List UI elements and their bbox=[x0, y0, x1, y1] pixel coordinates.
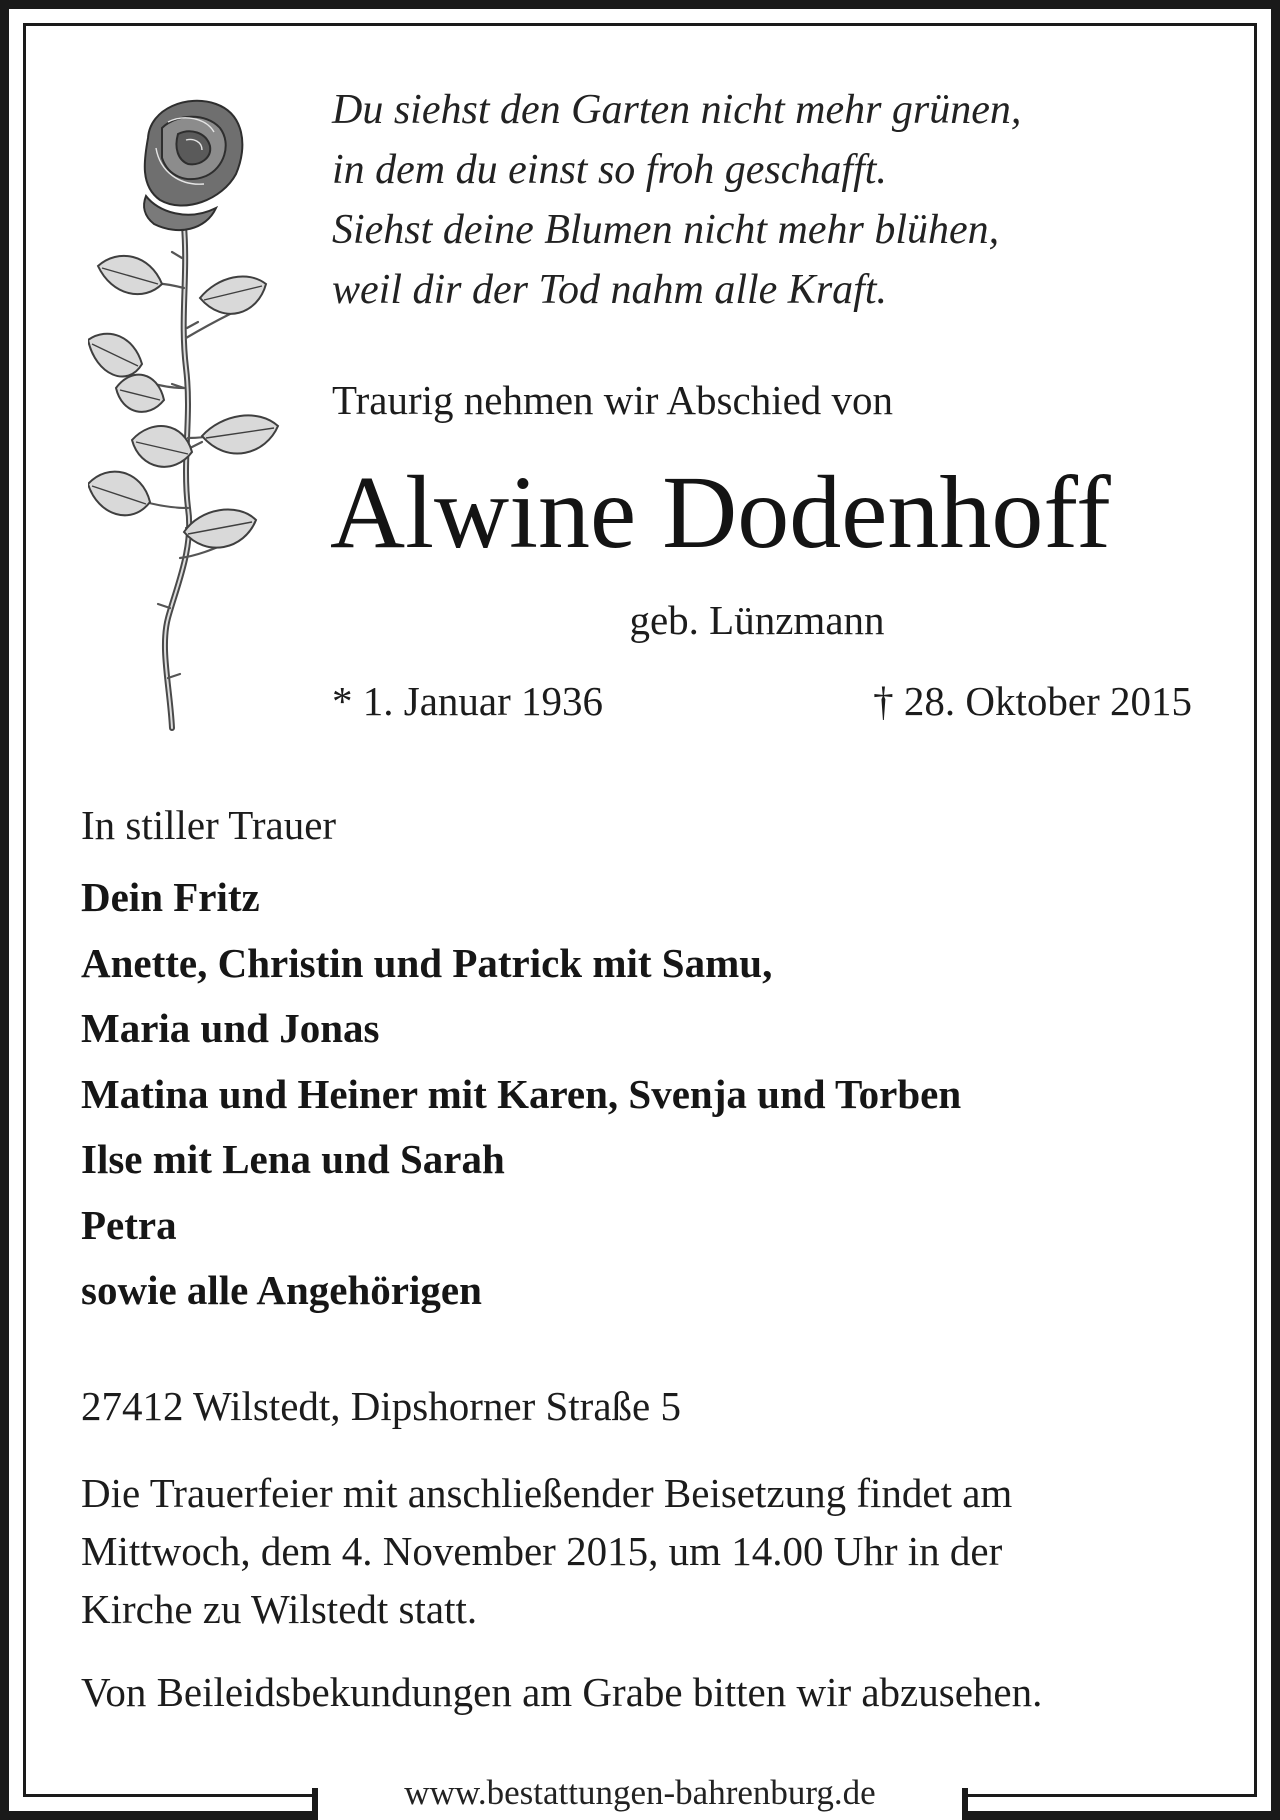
mourner-line: Dein Fritz bbox=[81, 874, 260, 920]
mourner-line: Petra bbox=[81, 1201, 177, 1248]
website-url[interactable]: www.bestattungen-bahrenburg.de bbox=[404, 1773, 876, 1812]
rose-icon bbox=[88, 88, 288, 758]
farewell-intro: Traurig nehmen wir Abschied von bbox=[332, 377, 894, 423]
maiden-name: geb. Lünzmann bbox=[629, 597, 885, 643]
service-line: Die Trauerfeier mit anschließender Beisetzung findet am bbox=[81, 1470, 1013, 1516]
mourners-intro: In stiller Trauer bbox=[81, 802, 337, 848]
poem-line: Du siehst den Garten nicht mehr grünen, bbox=[332, 87, 1022, 133]
poem bbox=[332, 80, 1232, 320]
death-date: † 28. Oktober 2015 bbox=[873, 678, 1192, 724]
website-footer bbox=[312, 1766, 968, 1820]
funeral-service-info bbox=[81, 1464, 1211, 1638]
poem-line: weil dir der Tod nahm alle Kraft. bbox=[332, 267, 888, 313]
mourners-list bbox=[81, 865, 961, 1324]
mourner-line: Maria und Jonas bbox=[81, 1005, 380, 1051]
poem-line: Siehst deine Blumen nicht mehr blühen, bbox=[332, 207, 1000, 253]
footer-cap-left bbox=[312, 1788, 318, 1820]
birth-date: * 1. Januar 1936 bbox=[332, 678, 604, 724]
condolence-note: Von Beileidsbekundungen am Grabe bitten wir abzusehen. bbox=[81, 1669, 1043, 1715]
service-line: Mittwoch, dem 4. November 2015, um 14.00 Uhr in der bbox=[81, 1528, 1003, 1574]
footer-cap-right bbox=[962, 1788, 968, 1820]
mourner-line: Anette, Christin und Patrick mit Samu, bbox=[81, 939, 773, 986]
service-line: Kirche zu Wilstedt statt. bbox=[81, 1586, 478, 1632]
mourner-line: Matina und Heiner mit Karen, Svenja und Torben bbox=[81, 1070, 962, 1117]
mourner-line: Ilse mit Lena und Sarah bbox=[81, 1136, 505, 1182]
deceased-name: Alwine Dodenhoff bbox=[330, 455, 1111, 570]
mourner-line: sowie alle Angehörigen bbox=[81, 1267, 482, 1313]
poem-line: in dem du einst so froh geschafft. bbox=[332, 147, 887, 193]
family-address: 27412 Wilstedt, Dipshorner Straße 5 bbox=[81, 1383, 681, 1429]
